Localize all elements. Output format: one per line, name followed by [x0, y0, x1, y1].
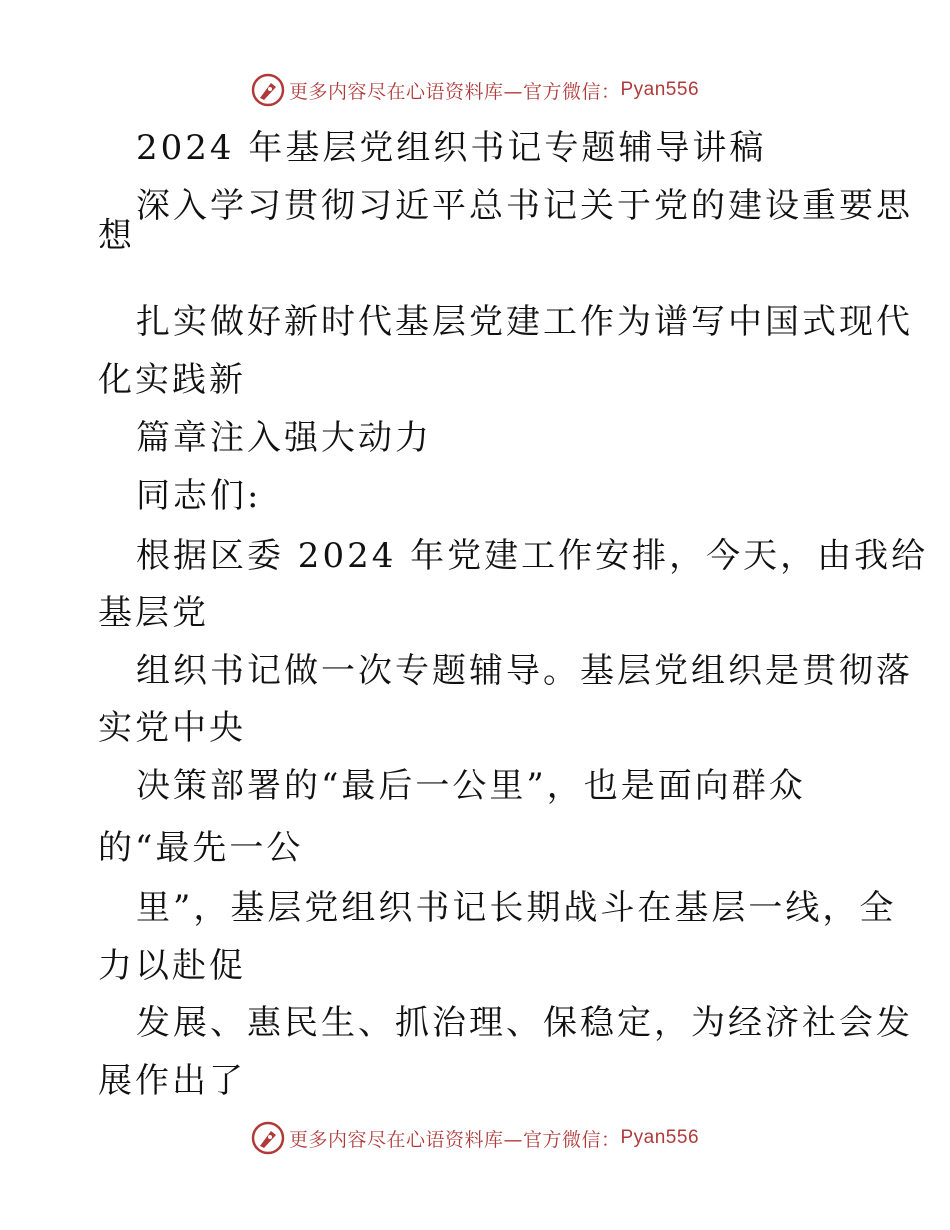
- text-line: 决策部署的“最后一公里”，也是面向群众: [136, 766, 806, 806]
- banner-text: 更多内容尽在心语资料库—官方微信：: [288, 1128, 621, 1151]
- text-line: 力以赴促: [98, 946, 246, 986]
- text-line: 深入学习贯彻习近平总书记关于党的建设重要思: [136, 186, 913, 226]
- text-line: 发展、惠民生、抓治理、保稳定，为经济社会发: [136, 1003, 913, 1043]
- text-line: 的“最先一公: [98, 828, 304, 868]
- text-line: 根据区委 2024 年党建工作安排，今天，由我给: [136, 536, 929, 576]
- text-line: 化实践新: [98, 360, 246, 400]
- pen-nib-logo-icon: [251, 73, 285, 107]
- document-title: 2024 年基层党组织书记专题辅导讲稿: [136, 128, 767, 168]
- text-line: 扎实做好新时代基层党建工作为谱写中国式现代: [136, 302, 913, 342]
- banner-text: 更多内容尽在心语资料库—官方微信：: [288, 80, 621, 103]
- text-line: 实党中央: [98, 708, 246, 748]
- banner-contact: Pyan556: [620, 79, 700, 100]
- text-line: 展作出了: [98, 1061, 246, 1101]
- text-line: 组织书记做一次专题辅导。基层党组织是贯彻落: [136, 651, 913, 691]
- text-line: 基层党: [98, 593, 209, 633]
- text-line: 篇章注入强大动力: [136, 418, 432, 458]
- banner-contact: Pyan556: [620, 1127, 700, 1148]
- text-line: 里”，基层党组织书记长期战斗在基层一线，全: [136, 888, 897, 928]
- text-line: 想: [98, 216, 135, 256]
- header-banner: [0, 70, 950, 110]
- pen-nib-logo-icon: [251, 1121, 285, 1155]
- footer-banner: [0, 1118, 950, 1158]
- salutation: 同志们:: [136, 476, 262, 516]
